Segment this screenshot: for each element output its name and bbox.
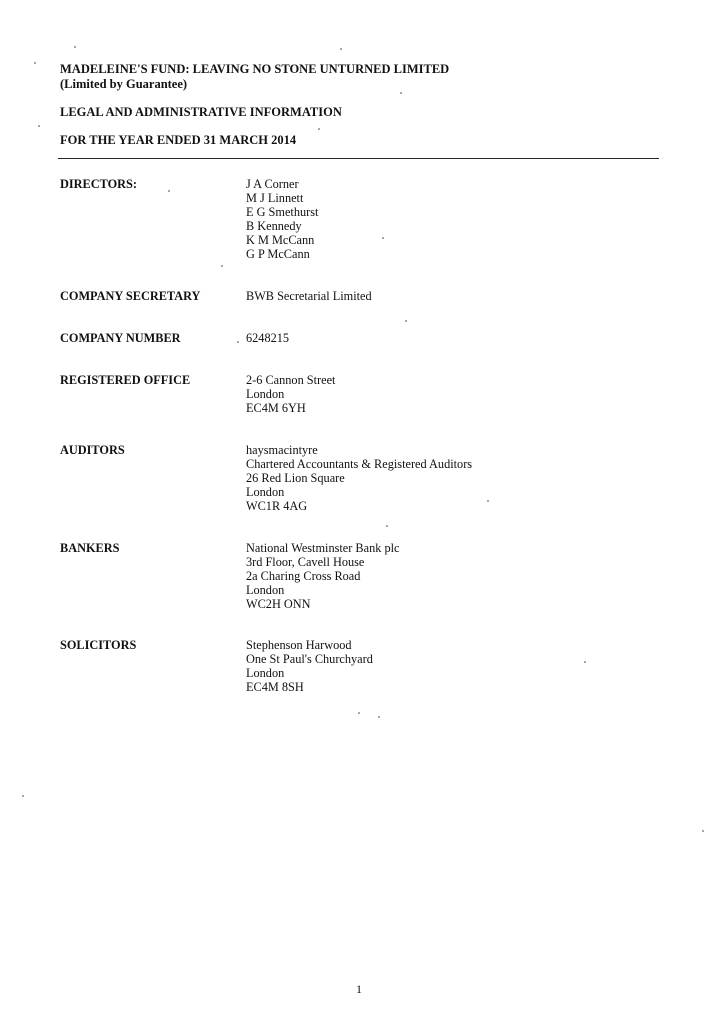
registered-office-address xyxy=(246,373,335,415)
banker-line: WC2H ONN xyxy=(246,597,311,611)
address-line: EC4M 6YH xyxy=(246,401,306,415)
scan-speck xyxy=(378,716,380,718)
registered-office-label: REGISTERED OFFICE xyxy=(60,373,191,387)
director-name: E G Smethurst xyxy=(246,205,319,219)
company-number-label: COMPANY NUMBER xyxy=(60,331,181,345)
scan-speck xyxy=(405,320,407,322)
solicitors-label: SOLICITORS xyxy=(60,638,137,652)
page-number: 1 xyxy=(356,982,362,996)
bankers-details xyxy=(246,541,400,611)
bankers-label: BANKERS xyxy=(60,541,120,555)
auditors-label: AUDITORS xyxy=(60,443,125,457)
company-name: MADELEINE'S FUND: LEAVING NO STONE UNTURNED LIMITED xyxy=(60,62,450,76)
director-name: M J Linnett xyxy=(246,191,304,205)
scan-speck xyxy=(221,265,223,267)
scan-speck xyxy=(237,341,239,343)
auditor-line: 26 Red Lion Square xyxy=(246,471,345,485)
address-line: London xyxy=(246,387,285,401)
auditors-details xyxy=(246,443,472,513)
scan-speck xyxy=(340,48,342,50)
header-divider xyxy=(58,158,659,159)
address-line: 2-6 Cannon Street xyxy=(246,373,336,387)
scan-speck xyxy=(168,190,170,192)
solicitor-line: London xyxy=(246,666,285,680)
company-number-line: 6248215 xyxy=(246,331,290,345)
auditor-line: haysmacintyre xyxy=(246,443,318,457)
banker-line: 3rd Floor, Cavell House xyxy=(246,555,365,569)
banker-line: National Westminster Bank plc xyxy=(246,541,400,555)
reporting-period: FOR THE YEAR ENDED 31 MARCH 2014 xyxy=(60,133,297,147)
scan-speck xyxy=(38,125,40,127)
scan-speck xyxy=(34,62,36,64)
scan-speck xyxy=(358,712,360,714)
director-name: J A Corner xyxy=(246,177,299,191)
company-secretary-line: BWB Secretarial Limited xyxy=(246,289,372,303)
scan-speck xyxy=(584,661,586,663)
auditor-line: WC1R 4AG xyxy=(246,499,308,513)
solicitor-line: EC4M 8SH xyxy=(246,680,304,694)
scan-speck xyxy=(318,128,320,130)
banker-line: London xyxy=(246,583,285,597)
director-name: G P McCann xyxy=(246,247,310,261)
director-name: B Kennedy xyxy=(246,219,302,233)
scan-speck xyxy=(74,46,76,48)
scan-speck xyxy=(382,237,384,239)
company-number-value xyxy=(246,331,289,345)
scan-speck xyxy=(487,500,489,502)
scan-speck xyxy=(22,795,24,797)
director-name: K M McCann xyxy=(246,233,315,247)
company-secretary-value xyxy=(246,289,372,303)
scan-speck xyxy=(386,525,388,527)
directors-list xyxy=(246,177,318,261)
section-title: LEGAL AND ADMINISTRATIVE INFORMATION xyxy=(60,105,342,119)
solicitor-line: Stephenson Harwood xyxy=(246,638,352,652)
directors-label: DIRECTORS: xyxy=(60,177,137,191)
scan-speck xyxy=(400,92,402,94)
solicitors-details xyxy=(246,638,373,694)
solicitor-line: One St Paul's Churchyard xyxy=(246,652,373,666)
company-type: (Limited by Guarantee) xyxy=(60,77,188,91)
company-secretary-label: COMPANY SECRETARY xyxy=(60,289,201,303)
auditor-line: London xyxy=(246,485,285,499)
banker-line: 2a Charing Cross Road xyxy=(246,569,361,583)
scan-speck xyxy=(702,830,704,832)
auditor-line: Chartered Accountants & Registered Auditors xyxy=(246,457,473,471)
